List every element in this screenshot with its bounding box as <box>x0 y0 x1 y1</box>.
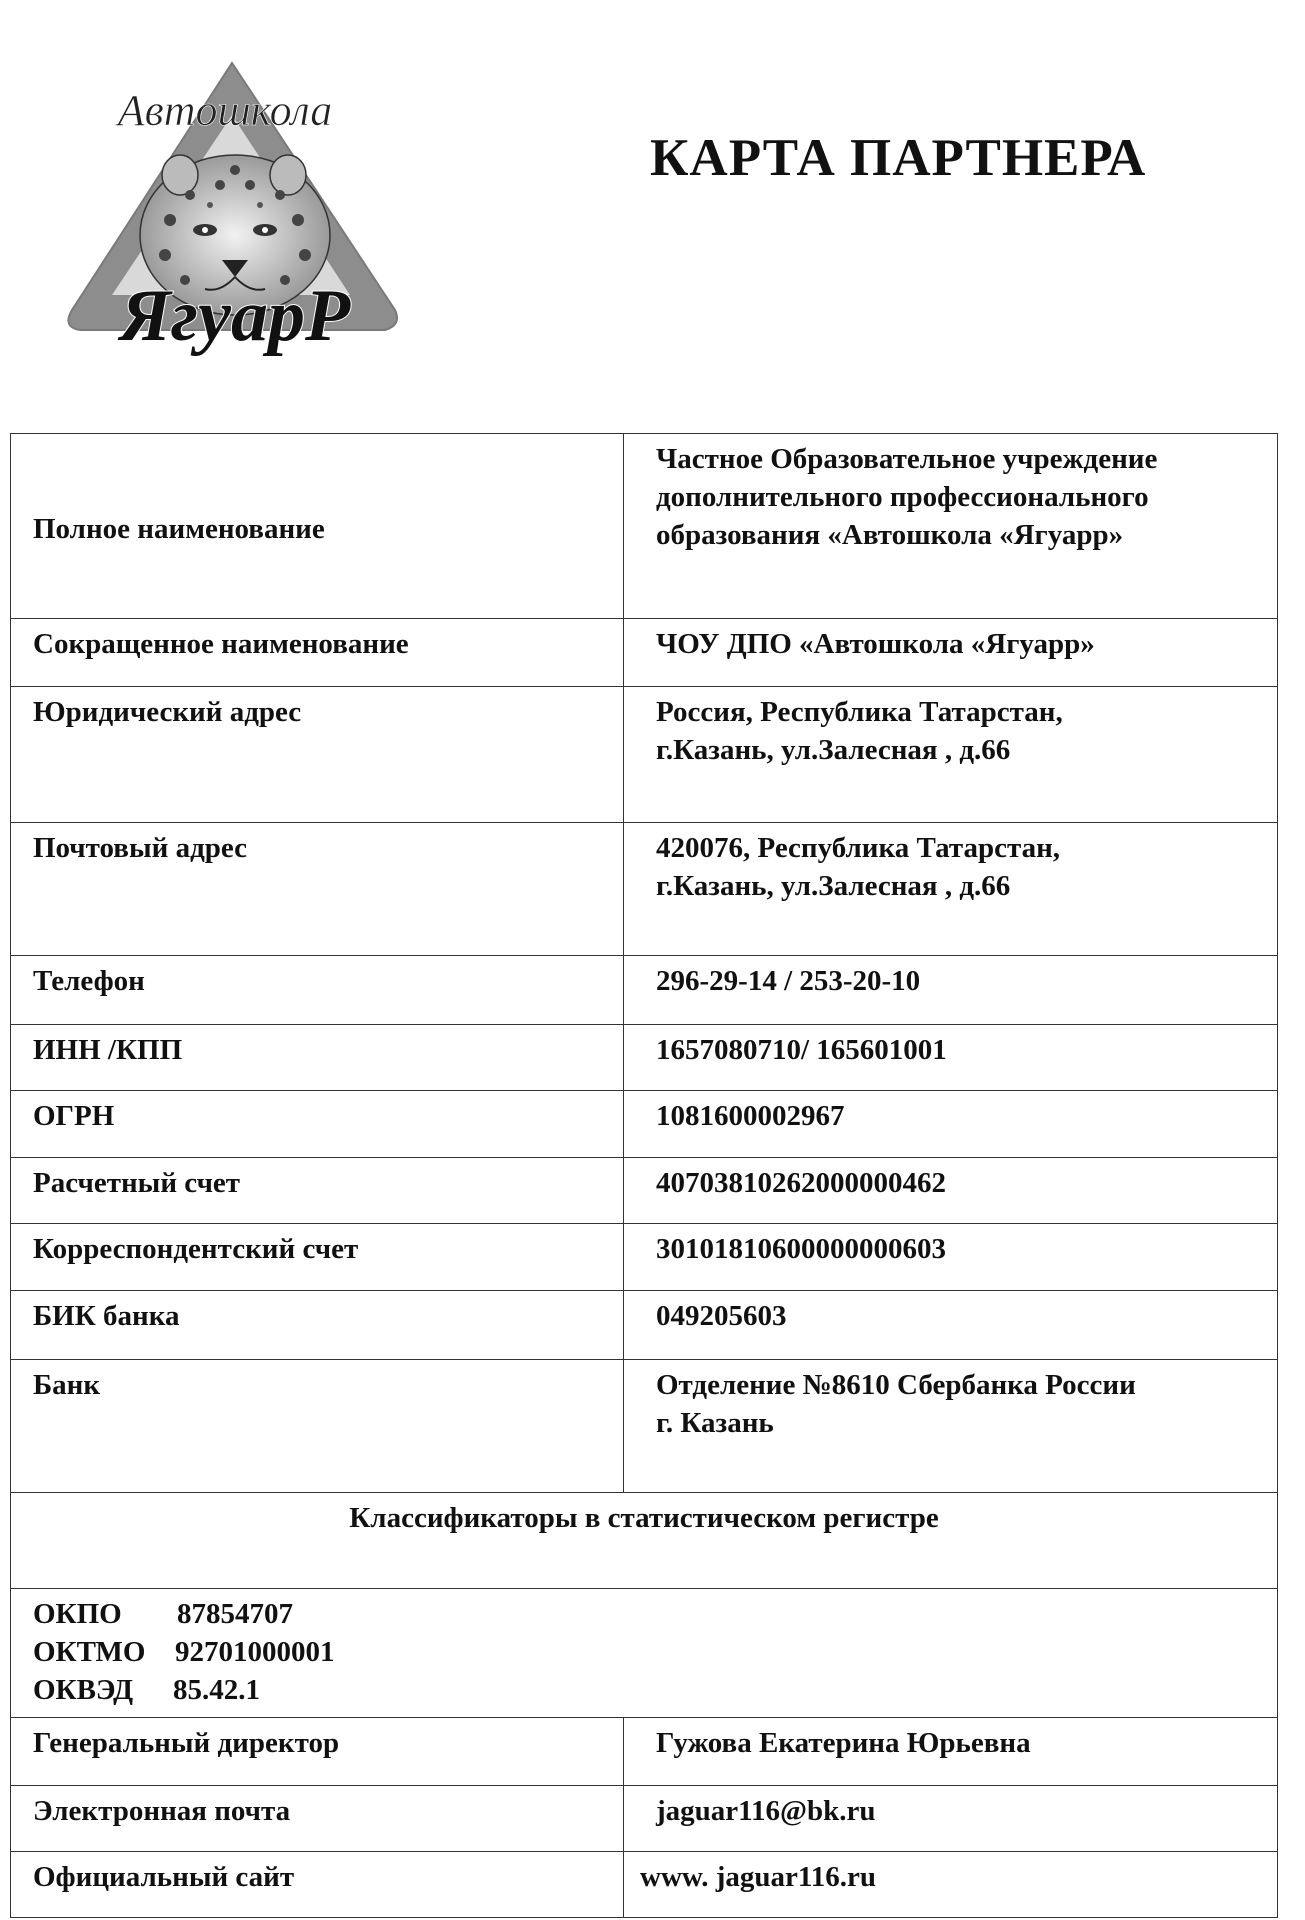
classifier-codes <box>11 1589 1278 1718</box>
legal-address-value <box>624 687 1278 823</box>
okved-label: ОКВЭД <box>33 1674 134 1706</box>
full-name-line-2: дополнительного профессионального <box>656 481 1149 513</box>
short-name-value: ЧОУ ДПО «Автошкола «Ягуарр» <box>624 619 1278 687</box>
phone-label: Телефон <box>11 956 624 1025</box>
page-title: КАРТА ПАРТНЕРА <box>650 129 1147 187</box>
ogrn-label: ОГРН <box>11 1091 624 1158</box>
table-row-ogrn <box>11 1091 1278 1158</box>
short-name-label: Сокращенное наименование <box>11 619 624 687</box>
classifiers-heading: Классификаторы в статистическом регистре <box>11 1493 1278 1589</box>
bik-value: 049205603 <box>624 1291 1278 1360</box>
settlement-account-value: 40703810262000000462 <box>624 1158 1278 1224</box>
bank-label: Банк <box>11 1360 624 1493</box>
logo-top-text: Автошкола <box>117 86 333 135</box>
postal-address-label: Почтовый адрес <box>11 823 624 956</box>
correspondent-account-value: 30101810600000000603 <box>624 1224 1278 1291</box>
email-label: Электронная почта <box>11 1786 624 1852</box>
table-row-bik <box>11 1291 1278 1360</box>
website-value: www. jaguar116.ru <box>624 1852 1278 1918</box>
okved-line <box>33 1671 1267 1709</box>
table-row-settlement-account <box>11 1158 1278 1224</box>
table-row-phone <box>11 956 1278 1025</box>
okpo-label: ОКПО <box>33 1598 122 1630</box>
postal-address-value <box>624 823 1278 956</box>
okpo-line <box>33 1595 1267 1633</box>
settlement-account-label: Расчетный счет <box>11 1158 624 1224</box>
company-logo <box>50 45 410 375</box>
bank-value <box>624 1360 1278 1493</box>
email-value: jaguar116@bk.ru <box>624 1786 1278 1852</box>
table-row-correspondent-account <box>11 1224 1278 1291</box>
okved-value: 85.42.1 <box>173 1674 260 1706</box>
table-row-legal-address <box>11 687 1278 823</box>
table-row-short-name <box>11 619 1278 687</box>
table-row-full-name <box>11 434 1278 619</box>
postal-address-line-1: 420076, Республика Татарстан, <box>656 832 1061 864</box>
table-row-postal-address <box>11 823 1278 956</box>
inn-kpp-label: ИНН /КПП <box>11 1025 624 1091</box>
legal-address-line-1: Россия, Республика Татарстан, <box>656 696 1063 728</box>
director-label: Генеральный директор <box>11 1718 624 1786</box>
table-row-director <box>11 1718 1278 1786</box>
full-name-label: Полное наименование <box>11 434 624 619</box>
correspondent-account-label: Корреспондентский счет <box>11 1224 624 1291</box>
bank-line-2: г. Казань <box>656 1407 774 1439</box>
okpo-value: 87854707 <box>177 1598 293 1630</box>
ogrn-value: 1081600002967 <box>624 1091 1278 1158</box>
full-name-value <box>624 434 1278 619</box>
oktmo-line <box>33 1633 1267 1671</box>
logo-bottom-text: ЯгуарР <box>119 275 351 357</box>
bik-label: БИК банка <box>11 1291 624 1360</box>
table-row-classifier-codes <box>11 1589 1278 1718</box>
table-row-email <box>11 1786 1278 1852</box>
jaguar-logo-graphic <box>50 45 410 375</box>
postal-address-line-2: г.Казань, ул.Залесная , д.66 <box>656 870 1011 902</box>
partner-card-table <box>10 433 1278 1918</box>
table-row-bank <box>11 1360 1278 1493</box>
legal-address-label: Юридический адрес <box>11 687 624 823</box>
full-name-line-3: образования «Автошкола «Ягуарр» <box>656 519 1124 551</box>
legal-address-line-2: г.Казань, ул.Залесная , д.66 <box>656 734 1011 766</box>
bank-line-1: Отделение №8610 Сбербанка России <box>656 1369 1136 1401</box>
oktmo-label: ОКТМО <box>33 1636 146 1668</box>
website-label: Официальный сайт <box>11 1852 624 1918</box>
table-row-classifiers-heading <box>11 1493 1278 1589</box>
oktmo-value: 92701000001 <box>175 1636 335 1668</box>
phone-value: 296-29-14 / 253-20-10 <box>624 956 1278 1025</box>
table-row-website <box>11 1852 1278 1918</box>
inn-kpp-value: 1657080710/ 165601001 <box>624 1025 1278 1091</box>
director-value: Гужова Екатерина Юрьевна <box>624 1718 1278 1786</box>
table-row-inn-kpp <box>11 1025 1278 1091</box>
full-name-line-1: Частное Образовательное учреждение <box>656 443 1158 475</box>
